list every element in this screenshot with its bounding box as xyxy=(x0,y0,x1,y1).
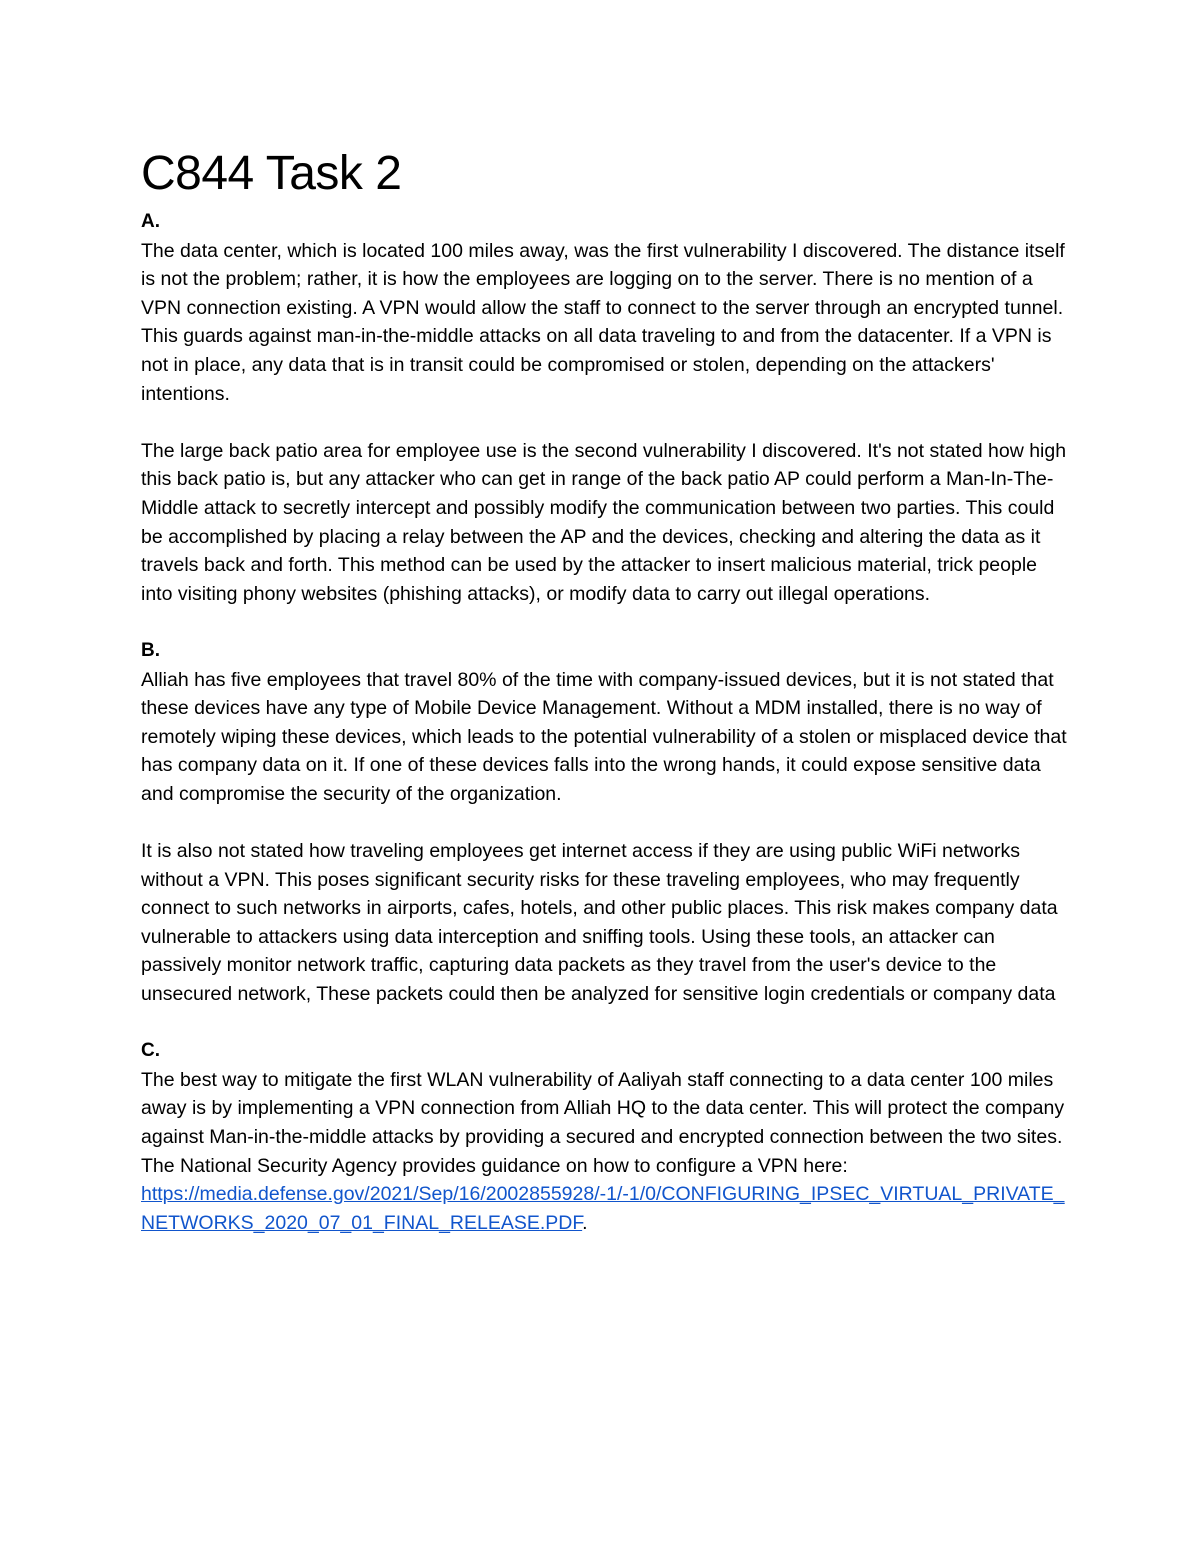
section-b-heading: B. xyxy=(141,639,160,661)
paragraph-spacer xyxy=(141,408,1071,437)
section-a-heading: A. xyxy=(141,211,160,232)
paragraph-spacer xyxy=(141,808,1071,837)
section-c xyxy=(141,1037,1071,1237)
section-b xyxy=(141,637,1071,1009)
section-c-link-line xyxy=(141,1180,1071,1237)
nsa-vpn-guidance-link[interactable]: https://media.defense.gov/2021/Sep/16/2002855928/-1/-1/0/CONFIGURING_IPSEC_VIRTUAL_PRIVATE_NETWORKS_2020_07_01_FINAL_RELEASE.PDF xyxy=(141,1183,1065,1234)
section-c-paragraph-1: The best way to mitigate the first WLAN vulnerability of Aaliyah staff connecting to a data center 100 miles away is by implementing a VPN connection from Alliah HQ to the data center. This will protect the company against Man-in-the-middle attacks by providing a secured and encrypted connection between the two sites. The National Security Agency provides guidance on how to configure a VPN here: xyxy=(141,1068,1065,1177)
section-a-paragraph-2: The large back patio area for employee use is the second vulnerability I discovered. It's not stated how high this back patio is, but any attacker who can get in range of the back patio AP could perform a Man-In-The-Middle attack to secretly intercept and possibly modify the communication between two parties. This could be accomplished by placing a relay between the AP and the devices, checking and altering the data as it travels back and forth. This method can be used by the attacker to insert malicious material, trick people into visiting phony websites (phishing attacks), or modify data to carry out illegal operations. xyxy=(141,439,1067,605)
section-c-heading: C. xyxy=(141,1040,160,1062)
link-suffix: . xyxy=(582,1211,588,1234)
document-page xyxy=(141,142,1071,1237)
document-title: C844 Task 2 xyxy=(141,147,402,200)
section-spacer xyxy=(141,1009,1071,1038)
section-b-paragraph-1: Alliah has five employees that travel 80% of the time with company-issued devices, but it is not stated that these devices have any type of Mobile Device Management. Without a MDM installed, there is no way of remotely wiping these devices, which leads to the potential vulnerability of a stolen or misplaced device that has company data on it. If one of these devices falls into the wrong hands, it could expose sensitive data and compromise the security of the organization. xyxy=(141,668,1067,805)
section-a-paragraph-1: The data center, which is located 100 miles away, was the first vulnerability I discovered. The distance itself is not the problem; rather, it is how the employees are logging on to the server. There is no mention of a VPN connection existing. A VPN would allow the staff to connect to the server through an encrypted tunnel. This guards against man-in-the-middle attacks on all data traveling to and from the datacenter. If a VPN is not in place, any data that is in transit could be compromised or stolen, depending on the attackers' intentions. xyxy=(141,239,1065,405)
section-b-paragraph-2: It is also not stated how traveling employees get internet access if they are using public WiFi networks without a VPN. This poses significant security risks for these traveling employees, who may frequently connect to such networks in airports, cafes, hotels, and other public places. This risk makes company data vulnerable to attackers using data interception and sniffing tools. Using these tools, an attacker can passively monitor network traffic, capturing data packets as they travel from the user's device to the unsecured network, These packets could then be analyzed for sensitive login credentials or company data xyxy=(141,840,1058,1006)
section-a xyxy=(141,208,1071,608)
section-spacer xyxy=(141,608,1071,637)
